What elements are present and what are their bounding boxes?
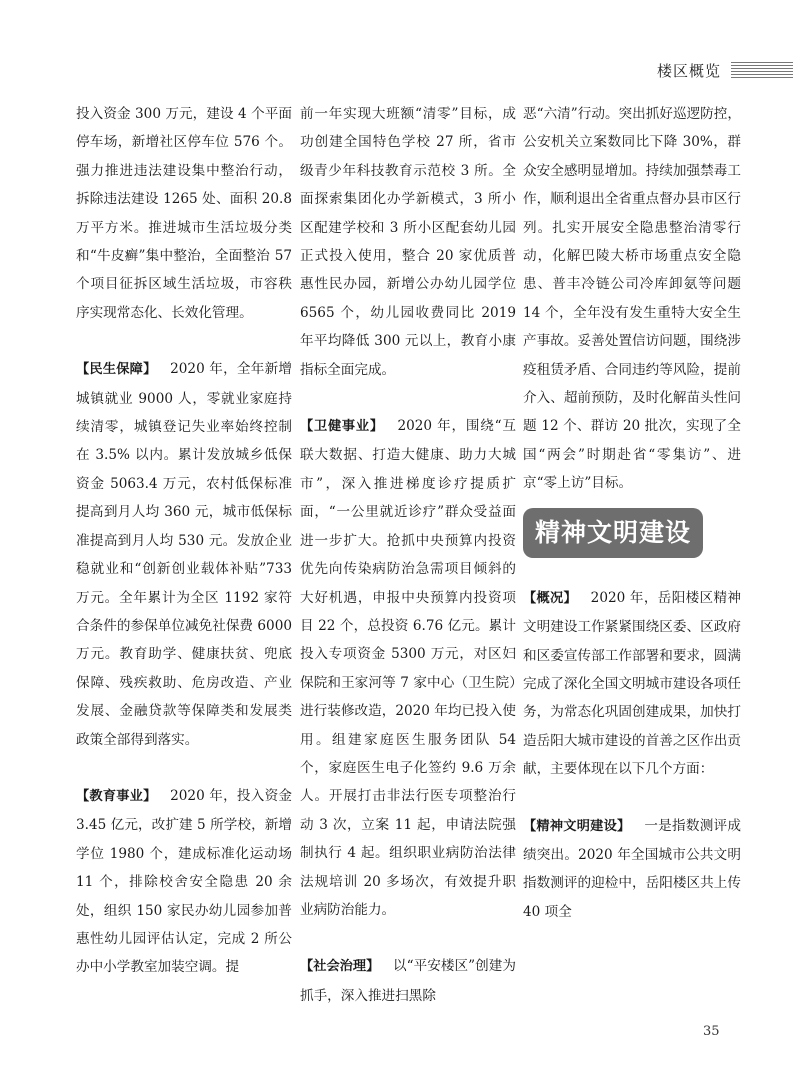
section-tag-health: 【卫健事业】 (300, 419, 384, 435)
header-decoration-lines (731, 62, 793, 78)
section-tag-education: 【教育事业】 (76, 788, 157, 804)
text-column-3 (523, 100, 741, 926)
text-column-1 (76, 100, 292, 982)
text-column-2 (300, 100, 516, 1010)
paragraph-governance-cont: 恶“六清”行动。突出抓好巡逻防控，公安机关立案数同比下降 30%，群众安全感明显增加。持续加强禁毒工作，顺利退出全省重点督办县市区行列。扎实开展安全隐患整治清零行动，化解巴陵大桥市场重点安全隐患、普丰冷链公司冷库卸氨等问题 14 个，全年没有发生重特大安全生产事故。妥善处置信访问题，围绕涉疫租赁矛盾、合同违约等风险，提前介入、超前预防，及时化解苗头性问题 12 个、群访 20 批次，实现了全国“两会”时期赴省“零集访”、进京“零上访”目标。 (523, 106, 741, 492)
section-tag-civilization: 【精神文明建设】 (523, 818, 631, 834)
paragraph-civilization (523, 812, 741, 927)
paragraph-education-cont: 前一年实现大班额“清零”目标，成功创建全国特色学校 27 所，省市级青少年科技教育示范校 3 所。全面探索集团化办学新模式，3 所小区配建学校和 3 所小区配套幼儿园正式投入使用，整合 20 家优质普惠性民办园，新增公办幼儿园学位 6565 个，幼儿园收费同比 2019 年平均降低 300 元以上，教育小康指标全面完成。 (300, 106, 516, 378)
section-tag-governance: 【社会治理】 (300, 959, 380, 975)
section-tag-livelihood: 【民生保障】 (76, 362, 157, 378)
paragraph-overview (523, 584, 741, 784)
running-header (657, 58, 793, 82)
paragraph-education (76, 782, 292, 982)
paragraph-health (300, 412, 516, 924)
paragraph-governance (300, 952, 516, 1010)
paragraph-governance-text: 以“平安楼区”创建为抓手，深入推进扫黑除 (300, 958, 516, 1004)
section-tag-overview: 【概况】 (523, 590, 578, 606)
paragraph-urban-management: 投入资金 300 万元，建设 4 个平面停车场，新增社区停车位 576 个。强力推进违法建设集中整治行动，拆除违法建设 1265 处、面积 20.8 万平方米。推进城市生活垃圾分类和“牛皮癣”集中整治，全面整治 57 个项目征拆区域生活垃圾，市容秩序实现常态化、长效化管理。 (76, 106, 292, 321)
header-title: 楼区概览 (656, 61, 721, 80)
paragraph-civilization-text: 一是指数测评成绩突出。2020 年全国城市公共文明指数测评的迎检中，岳阳楼区共上传 40 项全 (523, 817, 741, 920)
paragraph-livelihood (76, 355, 292, 754)
paragraph-livelihood-text: 2020 年，全年新增城镇就业 9000 人，零就业家庭持续清零，城镇登记失业率始终控制在 3.5% 以内。累计发放城乡低保资金 5063.4 万元，农村低保标准提高到月人均 360 元，城市低保标准提高到月人均 530 元。发放企业稳就业和“创新创业载体补贴”733 万元。全年累计为全区 1192 家符合条件的参保单位减免社保费 6000 万元。教育助学、健康扶贫、兜底保障、残疾救助、危房改造、产业发展、金融贷款等保障类和发展类政策全部得到落实。 (76, 361, 293, 748)
paragraph-health-text: 2020 年，围绕“互联大数据、打造大健康、助力大城市”，深入推进梯度诊疗提质扩面，“一公里就近诊疗”群众受益面进一步扩大。抢抓中央预算内投资优先向传染病防治急需项目倾斜的大好机遇，申报中央预算内投资项目 22 个，总投资 6.76 亿元。累计投入专项资金 5300 万元，对区妇保院和王家河等 7 家中心（卫生院）进行装修改造，2020 年均已投入使用。组建家庭医生服务团队 54 个，家庭医生电子化签约 9.6 万余人。开展打击非法行医专项整治行动 3 次，立案 11 起，申请法院强制执行 4 起。组织职业病防治法律法规培训 20 多场次，有效提升职业病防治能力。 (300, 418, 516, 918)
paragraph-education-text: 2020 年，投入资金 3.45 亿元，改扩建 5 所学校，新增学位 1980 个，建成标准化运动场 11 个，排除校舍安全隐患 20 余处，组织 150 家民办幼儿园参加普惠性幼儿园评估认定，完成 2 所公办中小学教室加装空调。提 (76, 787, 293, 976)
section-heading-banner: 精神文明建设 (523, 508, 703, 558)
paragraph-overview-text: 2020 年，岳阳楼区精神文明建设工作紧紧围绕区委、区政府和区委宣传部工作部署和要求，圆满完成了深化全国文明城市建设各项任务，为常态化巩固创建成果，加快打造岳阳大城市建设的首善之区作出贡献，主要体现在以下几个方面： (523, 589, 741, 778)
page-number: 35 (703, 1024, 720, 1039)
